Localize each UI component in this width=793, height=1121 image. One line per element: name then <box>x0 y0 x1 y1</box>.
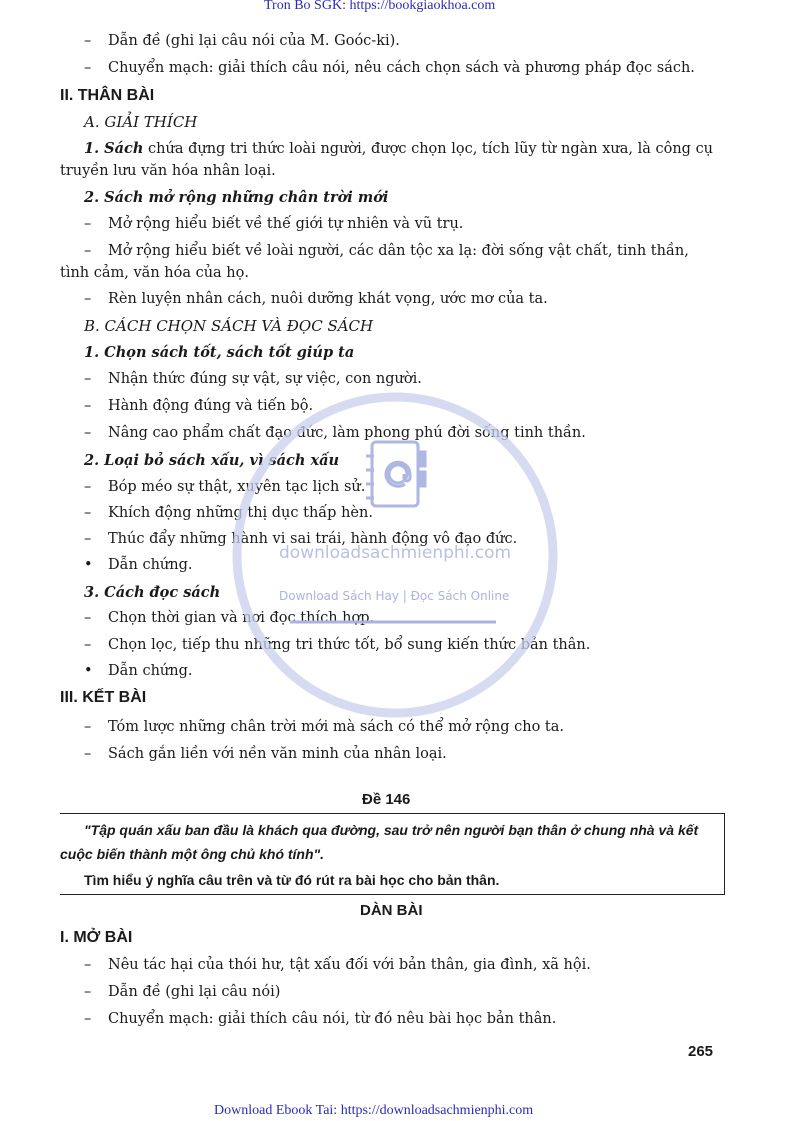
exercise-task: Tìm hiểu ý nghĩa câu trên và từ đó rút ra bài học cho bản thân. <box>84 872 500 888</box>
list-item: Nhận thức đúng sự vật, sự việc, con người. <box>108 371 422 387</box>
list-item: Rèn luyện nhân cách, nuôi dưỡng khát vọng, ước mơ của ta. <box>108 291 548 307</box>
point-2-heading: 2. Sách mở rộng những chân trời mới <box>84 189 389 206</box>
page-number: 265 <box>688 1043 714 1060</box>
part-a-heading: A. GIẢI THÍCH <box>84 113 198 131</box>
list-item: Hành động đúng và tiến bộ. <box>108 398 314 414</box>
section-heading-body: II. THÂN BÀI <box>60 87 155 104</box>
dash-marker: – <box>84 505 92 521</box>
list-item: Chuyển mạch: giải thích câu nói, từ đó nêu bài học bản thân. <box>108 1011 557 1027</box>
b1-heading: 1. Chọn sách tốt, sách tốt giúp ta <box>84 344 355 361</box>
watermark-site: downloadsachmienphi.com <box>279 543 512 563</box>
dash-marker: – <box>84 984 92 1000</box>
list-item: Dẫn đề (ghi lại câu nói) <box>108 984 281 1000</box>
notebook-icon <box>366 442 425 506</box>
exercise-title: Đề 146 <box>362 791 411 808</box>
list-item: Nâng cao phẩm chất đạo đức, làm phong phú đời sống tinh thần. <box>108 425 586 441</box>
dash-marker: – <box>84 1011 92 1027</box>
outline-title: DÀN BÀI <box>360 902 423 919</box>
paragraph-book-definition <box>84 140 713 157</box>
point-1-text: chứa đựng tri thức loài người, được chọn lọc, tích lũy từ ngàn xưa, là công cụ <box>143 141 714 157</box>
intro-item-transition: Chuyển mạch: giải thích câu nói, nêu cách chọn sách và phương pháp đọc sách. <box>108 60 695 76</box>
dash-marker: – <box>84 746 92 762</box>
paragraph-book-definition-cont: truyền lưu văn hóa nhân loại. <box>60 163 276 179</box>
list-item: Sách gắn liền với nền văn minh của nhân loại. <box>108 746 447 762</box>
bullet-item: Dẫn chứng. <box>108 557 193 573</box>
dash-marker: – <box>84 60 92 76</box>
watermark-tagline: Download Sách Hay | Đọc Sách Online <box>279 589 510 603</box>
dash-marker: – <box>84 479 92 495</box>
b3-heading: 3. Cách đọc sách <box>84 584 221 601</box>
section-heading-intro: I. MỞ BÀI <box>60 929 133 946</box>
watermark-ring <box>237 397 553 713</box>
exercise-quote-line-1: "Tập quán xấu ban đầu là khách qua đường, sau trở nên người bạn thân ở chung nhà và kết <box>84 822 699 838</box>
list-item: Mở rộng hiểu biết về loài người, các dân tộc xa lạ: đời sống vật chất, tinh thần, <box>108 243 689 259</box>
list-item: Thúc đẩy những hành vi sai trái, hành động vô đạo đức. <box>108 531 518 547</box>
list-item: Mở rộng hiểu biết về thế giới tự nhiên và vũ trụ. <box>108 216 464 232</box>
part-b-heading: B. CÁCH CHỌN SÁCH VÀ ĐỌC SÁCH <box>84 317 374 335</box>
list-item: Nêu tác hại của thói hư, tật xấu đối với bản thân, gia đình, xã hội. <box>108 957 591 973</box>
bullet-marker: • <box>84 663 93 679</box>
dash-marker: – <box>84 398 92 414</box>
header-link[interactable]: Tron Bo SGK: https://bookgiaokhoa.com <box>264 0 496 13</box>
footer-link[interactable]: Download Ebook Tai: https://downloadsachmienphi.com <box>214 1103 534 1118</box>
list-item: Chọn thời gian và nơi đọc thích hợp. <box>108 610 375 626</box>
dash-marker: – <box>84 425 92 441</box>
dash-marker: – <box>84 957 92 973</box>
b2-heading: 2. Loại bỏ sách xấu, vì sách xấu <box>84 452 340 469</box>
section-heading-conclusion: III. KẾT BÀI <box>60 689 147 706</box>
list-item: Bóp méo sự thật, xuyên tạc lịch sử. <box>108 479 366 495</box>
exercise-quote-line-2: cuộc biến thành một ông chủ khó tính". <box>60 846 325 862</box>
list-item: Chọn lọc, tiếp thu những tri thức tốt, bổ sung kiến thức bản thân. <box>108 637 591 653</box>
intro-item-lead-in: Dẫn đề (ghi lại câu nói của M. Goóc-ki). <box>108 33 400 49</box>
dash-marker: – <box>84 33 92 49</box>
dash-marker: – <box>84 216 92 232</box>
dash-marker: – <box>84 371 92 387</box>
list-item: Tóm lược những chân trời mới mà sách có thể mở rộng cho ta. <box>108 719 564 735</box>
list-item: Khích động những thị dục thấp hèn. <box>108 505 373 521</box>
point-1-label: 1. Sách <box>84 140 144 157</box>
list-item-cont: tình cảm, văn hóa của họ. <box>60 265 249 281</box>
dash-marker: – <box>84 637 92 653</box>
dash-marker: – <box>84 531 92 547</box>
bullet-item: Dẫn chứng. <box>108 663 193 679</box>
bullet-marker: • <box>84 557 93 573</box>
dash-marker: – <box>84 243 92 259</box>
dash-marker: – <box>84 291 92 307</box>
dash-marker: – <box>84 610 92 626</box>
dash-marker: – <box>84 719 92 735</box>
